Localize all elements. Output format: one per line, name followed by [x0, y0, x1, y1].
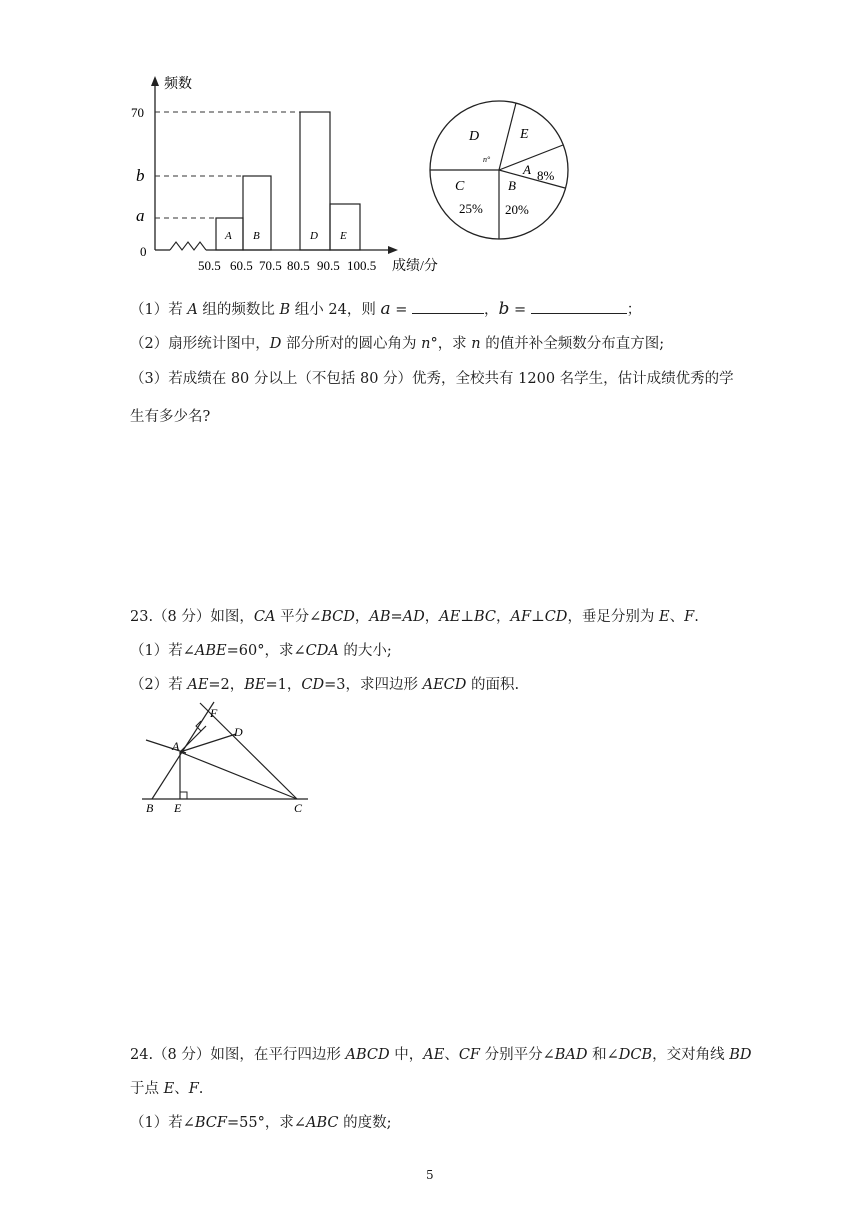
pie-label-a: A — [523, 162, 531, 177]
bar-e — [330, 204, 360, 250]
point-label-c: C — [294, 801, 303, 815]
x-axis-label: 成绩/分 — [392, 259, 438, 274]
pie-label-b: B — [508, 178, 516, 193]
y-tick-b: b — [136, 166, 145, 185]
pie-pct-c: 25% — [459, 201, 483, 216]
q22-part3-line1: （3）若成绩在 80 分以上（不包括 80 分）优秀，全校共有 1200 名学生，估计成绩优秀的学 — [130, 371, 734, 387]
q22-part2: （2）扇形统计图中，D 部分所对的圆心角为 n°，求 n 的值并补全频数分布直方图; — [130, 336, 665, 352]
point-label-f: F — [210, 706, 218, 720]
q23-stem: 23.（8 分）如图，CA 平分∠BCD，AB=AD，AE⊥BC，AF⊥CD，垂足分别为 E、F. — [130, 609, 699, 625]
point-label-a: A — [172, 739, 180, 753]
bar-label-b: B — [253, 230, 260, 242]
frequency-histogram — [130, 70, 460, 280]
bar-label-e: E — [340, 230, 347, 242]
y-axis-label: 频数 — [164, 77, 192, 92]
pie-pct-b: 20% — [505, 202, 529, 217]
q24-part1: （1）若∠BCF=55°，求∠ABC 的度数; — [130, 1115, 392, 1131]
q22-part3-line2: 生有多少名? — [130, 409, 211, 425]
q24-stem-line1: 24.（8 分）如图，在平行四边形 ABCD 中，AE、CF 分别平分∠BAD 和∠DCB，交对角线 BD — [130, 1047, 752, 1063]
q22-part1: （1）若 A 组的频数比 B 组小 24，则 a = ，b = ； — [130, 299, 642, 319]
answer-blank-b[interactable] — [531, 299, 627, 314]
y-tick-70: 70 — [131, 105, 144, 120]
y-tick-0: 0 — [140, 244, 147, 259]
x-tick: 100.5 — [347, 258, 377, 273]
pie-pct-a: 8% — [537, 168, 555, 183]
x-tick: 50.5 — [198, 258, 221, 273]
x-tick: 70.5 — [259, 258, 282, 273]
x-tick: 90.5 — [317, 258, 340, 273]
q23-part2: （2）若 AE=2，BE=1，CD=3，求四边形 AECD 的面积. — [130, 677, 520, 693]
page-number: 5 — [426, 1168, 434, 1182]
bar-label-d: D — [310, 230, 318, 242]
pie-chart — [425, 92, 575, 242]
pie-angle-label: n° — [483, 155, 491, 164]
x-tick: 80.5 — [287, 258, 310, 273]
point-label-d: D — [234, 725, 243, 739]
x-tick: 60.5 — [230, 258, 253, 273]
q23-geometry-figure — [138, 700, 328, 820]
point-label-b: B — [146, 801, 154, 815]
y-tick-a: a — [136, 206, 145, 225]
q23-part1: （1）若∠ABE=60°，求∠CDA 的大小; — [130, 643, 392, 659]
pie-label-d: D — [469, 129, 480, 144]
answer-blank-a[interactable] — [412, 299, 484, 314]
pie-label-e: E — [520, 127, 529, 142]
q24-stem-line2: 于点 E、F. — [130, 1081, 204, 1097]
bar-label-a: A — [225, 230, 232, 242]
point-label-e: E — [174, 801, 182, 815]
pie-label-c: C — [455, 179, 465, 194]
